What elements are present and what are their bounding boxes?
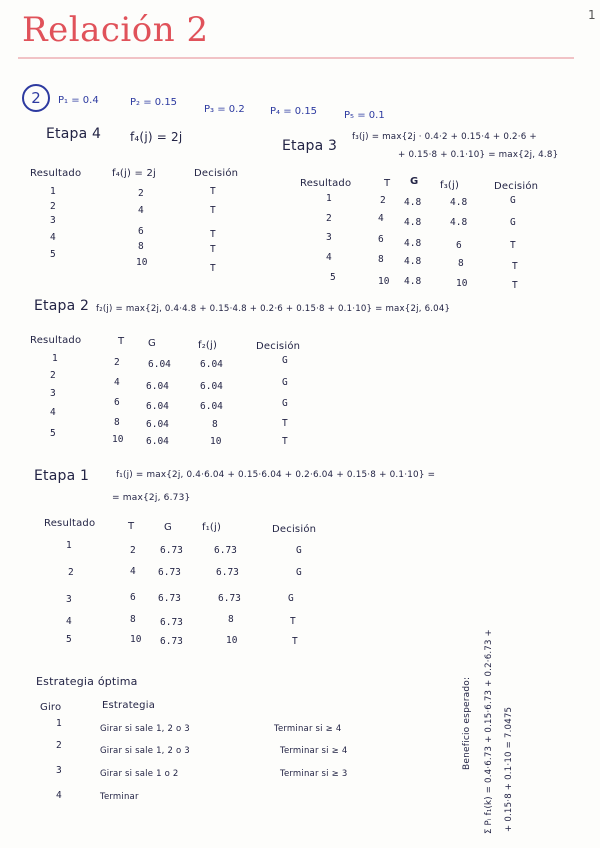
table-cell: 2 bbox=[68, 567, 74, 578]
page-title: Relación 2 bbox=[22, 10, 209, 50]
etapa3-formula-line1: f₃(j) = max{2j · 0.4·2 + 0.15·4 + 0.2·6 + bbox=[352, 132, 537, 142]
table-cell: 4.8 bbox=[450, 197, 468, 208]
problem-number: 2 bbox=[22, 84, 50, 112]
etapa1-header-decision: Decisión bbox=[272, 524, 317, 535]
etapa4-title: Etapa 4 bbox=[46, 126, 102, 142]
table-cell: 2 bbox=[326, 213, 332, 224]
table-cell: 4.8 bbox=[404, 276, 422, 287]
prob-1: P₁ = 0.4 bbox=[58, 95, 99, 106]
table-cell: 4.8 bbox=[404, 256, 422, 267]
table-cell: 6 bbox=[138, 226, 144, 237]
table-cell: 4 bbox=[114, 377, 120, 388]
list-item: Girar si sale 1, 2 o 3 bbox=[100, 746, 190, 756]
list-item: Girar si sale 1 o 2 bbox=[100, 769, 179, 779]
table-cell: 8 bbox=[378, 254, 384, 265]
title-divider bbox=[18, 57, 574, 59]
table-cell: 6.73 bbox=[214, 545, 237, 556]
table-cell: 4 bbox=[138, 205, 144, 216]
table-cell: 6 bbox=[130, 592, 136, 603]
table-cell: G bbox=[288, 593, 294, 604]
table-cell: 6.04 bbox=[200, 381, 223, 392]
table-cell: 10 bbox=[378, 276, 390, 287]
table-cell: 8 bbox=[138, 241, 144, 252]
table-cell: 4.8 bbox=[404, 238, 422, 249]
table-cell: 1 bbox=[50, 186, 56, 197]
table-cell: 2 bbox=[50, 201, 56, 212]
table-cell: G bbox=[296, 545, 302, 556]
etapa1-header-resultado: Resultado bbox=[44, 518, 96, 529]
table-cell: T bbox=[512, 280, 518, 291]
table-cell: 6.04 bbox=[148, 359, 171, 370]
table-cell: 2 bbox=[114, 357, 120, 368]
table-cell: 8 bbox=[212, 419, 218, 430]
table-cell: T bbox=[282, 436, 288, 447]
table-cell: 10 bbox=[210, 436, 222, 447]
etapa1-header-f: f₁(j) bbox=[202, 522, 222, 533]
table-cell: 4.8 bbox=[450, 217, 468, 228]
table-cell: 4 bbox=[130, 566, 136, 577]
page-number: 1 bbox=[588, 8, 596, 22]
table-cell: 6 bbox=[114, 397, 120, 408]
table-cell: G bbox=[510, 195, 516, 206]
etapa3-header-f: f₃(j) bbox=[440, 180, 460, 191]
table-cell: T bbox=[210, 244, 216, 255]
table-cell: 4 bbox=[50, 407, 56, 418]
etapa3-header-t: T bbox=[384, 178, 391, 189]
table-cell: 4 bbox=[378, 213, 384, 224]
table-cell: 6.04 bbox=[146, 419, 169, 430]
table-cell: 4 bbox=[66, 616, 72, 627]
etapa2-formula: f₂(j) = max{2j, 0.4·4.8 + 0.15·4.8 + 0.2·6 + 0.15·8 + 0.1·10} = max{2j, 6.04} bbox=[96, 304, 451, 314]
table-cell: 10 bbox=[136, 257, 148, 268]
table-cell: 6.04 bbox=[146, 381, 169, 392]
table-cell: 2 bbox=[130, 545, 136, 556]
table-cell: 6.73 bbox=[160, 636, 183, 647]
table-cell: G bbox=[282, 355, 288, 366]
etapa3-header-decision: Decisión bbox=[494, 181, 539, 192]
table-cell: 4.8 bbox=[404, 217, 422, 228]
table-cell: 6.73 bbox=[160, 545, 183, 556]
table-cell: 6.73 bbox=[158, 567, 181, 578]
table-cell: 6 bbox=[456, 240, 462, 251]
beneficio-line1: Σ Pᵢ f₁(k) = 0.4·6.73 + 0.15·6.73 + 0.2·6.73 + bbox=[484, 629, 494, 834]
prob-4: P₄ = 0.15 bbox=[270, 106, 318, 117]
prob-3: P₃ = 0.2 bbox=[204, 104, 245, 115]
prob-2: P₂ = 0.15 bbox=[130, 97, 178, 108]
list-item: Terminar bbox=[100, 792, 139, 802]
table-cell: 10 bbox=[456, 278, 468, 289]
etapa1-title: Etapa 1 bbox=[34, 468, 90, 484]
estrategia-header-giro: Giro bbox=[40, 702, 62, 713]
table-cell: T bbox=[282, 418, 288, 429]
table-cell: 2 bbox=[50, 370, 56, 381]
etapa1-header-g: G bbox=[164, 522, 172, 533]
etapa2-header-t: T bbox=[118, 336, 125, 347]
table-cell: 6.73 bbox=[216, 567, 239, 578]
table-cell: 3 bbox=[50, 215, 56, 226]
table-cell: 5 bbox=[66, 634, 72, 645]
table-cell: 6.04 bbox=[146, 436, 169, 447]
etapa2-header-decision: Decisión bbox=[256, 341, 301, 352]
table-cell: 1 bbox=[66, 540, 72, 551]
table-cell: 2 bbox=[138, 188, 144, 199]
table-cell: T bbox=[210, 205, 216, 216]
etapa4-function: f₄(j) = 2j bbox=[130, 130, 183, 144]
list-item: 1 bbox=[56, 718, 62, 729]
table-cell: T bbox=[292, 636, 298, 647]
table-cell: 6.73 bbox=[160, 617, 183, 628]
table-cell: 6.04 bbox=[200, 359, 223, 370]
list-item: Terminar si ≥ 3 bbox=[280, 769, 348, 779]
table-cell: 8 bbox=[114, 417, 120, 428]
table-cell: 6.73 bbox=[218, 593, 241, 604]
table-cell: 4 bbox=[50, 232, 56, 243]
table-cell: T bbox=[290, 616, 296, 627]
table-cell: G bbox=[282, 377, 288, 388]
table-cell: T bbox=[210, 229, 216, 240]
table-cell: 10 bbox=[112, 434, 124, 445]
etapa3-formula-line2: + 0.15·8 + 0.1·10} = max{2j, 4.8} bbox=[398, 150, 559, 160]
prob-5: P₅ = 0.1 bbox=[344, 110, 385, 121]
estrategia-title: Estrategia óptima bbox=[36, 675, 138, 688]
etapa4-header-f: f₄(j) = 2j bbox=[112, 168, 156, 179]
etapa2-header-resultado: Resultado bbox=[30, 335, 82, 346]
etapa1-header-t: T bbox=[128, 521, 135, 532]
table-cell: 4 bbox=[326, 252, 332, 263]
list-item: 2 bbox=[56, 740, 62, 751]
table-cell: G bbox=[510, 217, 516, 228]
table-cell: T bbox=[510, 240, 516, 251]
table-cell: 8 bbox=[458, 258, 464, 269]
table-cell: 6 bbox=[378, 234, 384, 245]
table-cell: 10 bbox=[130, 634, 142, 645]
etapa2-title: Etapa 2 bbox=[34, 298, 90, 314]
etapa3-header-resultado: Resultado bbox=[300, 178, 352, 189]
table-cell: 5 bbox=[50, 428, 56, 439]
table-cell: 1 bbox=[326, 193, 332, 204]
etapa3-title: Etapa 3 bbox=[282, 138, 338, 154]
table-cell: 3 bbox=[66, 594, 72, 605]
etapa1-formula-line2: = max{2j, 6.73} bbox=[112, 493, 191, 503]
table-cell: 3 bbox=[50, 388, 56, 399]
table-cell: G bbox=[282, 398, 288, 409]
list-item: 4 bbox=[56, 790, 62, 801]
table-cell: 8 bbox=[130, 614, 136, 625]
table-cell: 6.73 bbox=[158, 593, 181, 604]
table-cell: 1 bbox=[52, 353, 58, 364]
table-cell: 6.04 bbox=[200, 401, 223, 412]
list-item: Terminar si ≥ 4 bbox=[274, 724, 342, 734]
table-cell: 8 bbox=[228, 614, 234, 625]
etapa3-header-g: G bbox=[410, 176, 419, 187]
table-cell: T bbox=[512, 261, 518, 272]
table-cell: 2 bbox=[380, 195, 386, 206]
table-cell: T bbox=[210, 186, 216, 197]
etapa4-header-resultado: Resultado bbox=[30, 168, 82, 179]
estrategia-header-estrategia: Estrategia bbox=[102, 700, 156, 711]
table-cell: 10 bbox=[226, 635, 238, 646]
etapa4-header-decision: Decisión bbox=[194, 168, 239, 179]
table-cell: 6.04 bbox=[146, 401, 169, 412]
beneficio-label: Beneficio esperado: bbox=[462, 676, 472, 770]
table-cell: 5 bbox=[330, 272, 336, 283]
list-item: 3 bbox=[56, 765, 62, 776]
list-item: Girar si sale 1, 2 o 3 bbox=[100, 724, 190, 734]
etapa1-formula-line1: f₁(j) = max{2j, 0.4·6.04 + 0.15·6.04 + 0.2·6.04 + 0.15·8 + 0.1·10} = bbox=[116, 470, 436, 480]
list-item: Terminar si ≥ 4 bbox=[280, 746, 348, 756]
table-cell: 3 bbox=[326, 232, 332, 243]
etapa2-header-f: f₂(j) bbox=[198, 340, 218, 351]
table-cell: 4.8 bbox=[404, 197, 422, 208]
table-cell: T bbox=[210, 263, 216, 274]
beneficio-line2: + 0.15·8 + 0.1·10 = 7.0475 bbox=[504, 706, 514, 832]
etapa2-header-g: G bbox=[148, 338, 156, 349]
table-cell: G bbox=[296, 567, 302, 578]
table-cell: 5 bbox=[50, 249, 56, 260]
